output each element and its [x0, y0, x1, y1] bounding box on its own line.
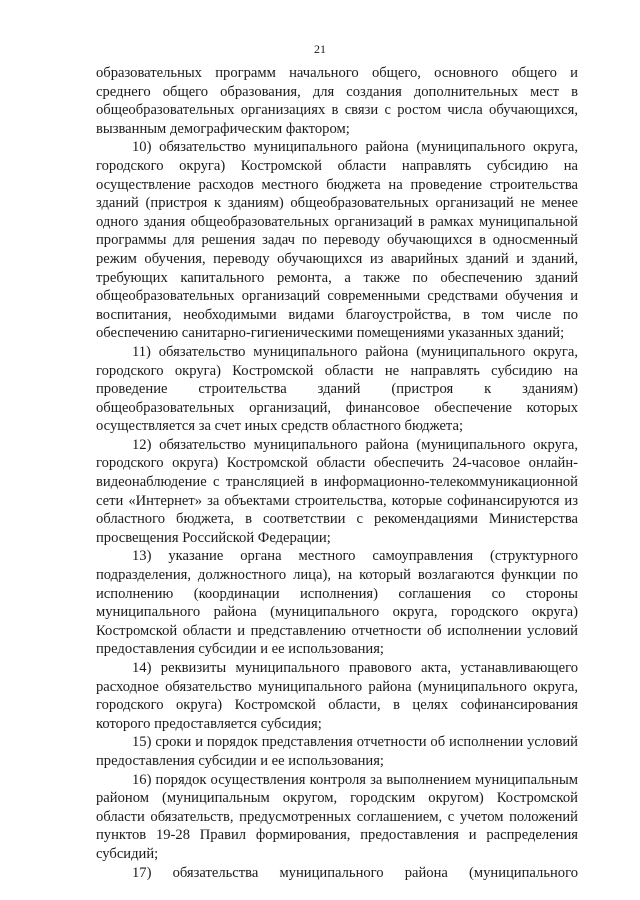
- page-number: 21: [314, 42, 326, 56]
- paragraph-item-14: 14) реквизиты муниципального правового акта, устанавливающего расходное обязательство муниципального района (муниципального округа, городского округа) Костромской области, в целях софинансирования которого предоставляется субсидия;: [96, 660, 578, 732]
- paragraph-item-17: 17) обязательства муниципального района (муниципального: [132, 864, 578, 881]
- paragraph-item-11: 11) обязательство муниципального района (муниципального округа, городского округа) Костромской области не направлять субсидию на проведение строительства зданий (пристроя к зданиям) общеобразовательных организаций, финансовое обеспечение которых осуществляется за счет иных средств областного бюджета;: [96, 343, 578, 435]
- paragraph-continuation: образовательных программ начального общего, основного общего и среднего общего образования, для создания дополнительных мест в общеобразовательных организациях в связи с ростом числа обучающихся, вызванным демографическим фактором;: [96, 65, 578, 137]
- paragraph-item-13: 13) указание органа местного самоуправления (структурного подразделения, должностного лица), на который возлагаются функции по исполнению (координации исполнения) соглашения со стороны муниципального района (муниципального округа, городского округа) Костромской области и представлению отчетности об исполнении условий предоставления субсидии и ее использования;: [96, 548, 578, 658]
- paragraph-item-16: 16) порядок осуществления контроля за выполнением муниципальным районом (муниципальным округом, городским округом) Костромской области обязательств, предусмотренных соглашением, с учетом положений пунктов 19-28 Правил формирования, предоставления и распределения субсидий;: [96, 771, 578, 862]
- paragraph-item-12: 12) обязательство муниципального района (муниципального округа, городского округа) Костромской области обеспечить 24-часовое онлайн-видеонаблюдение с трансляцией в информационно-телекоммуникационной сети «Интернет» за объектами строительства, которые софинансируются из областного бюджета, в соответствии с рекомендациями Министерства просвещения Российской Федерации;: [96, 436, 578, 546]
- document-body: [96, 64, 578, 882]
- paragraph-item-15: 15) сроки и порядок представления отчетности об исполнении условий предоставления субсидии и ее использования;: [96, 734, 578, 769]
- paragraph-item-10: 10) обязательство муниципального района (муниципального округа, городского округа) Костромской области направлять субсидию на осуществление расходов местного бюджета на проведение строительства зданий (пристроя к зданиям) общеобразовательных организаций не менее одного здания общеобразовательных организаций в рамках муниципальной программы для решения задач по переводу обучающихся в односменный режим обучения, переводу обучающихся из аварийных зданий и зданий, требующих капитального ремонта, а также по обеспечению зданий общеобразовательных организаций современными средствами обучения и воспитания, необходимыми видами благоустройства, в том числе по обеспечению санитарно-гигиеническими помещениями указанных зданий;: [96, 139, 578, 342]
